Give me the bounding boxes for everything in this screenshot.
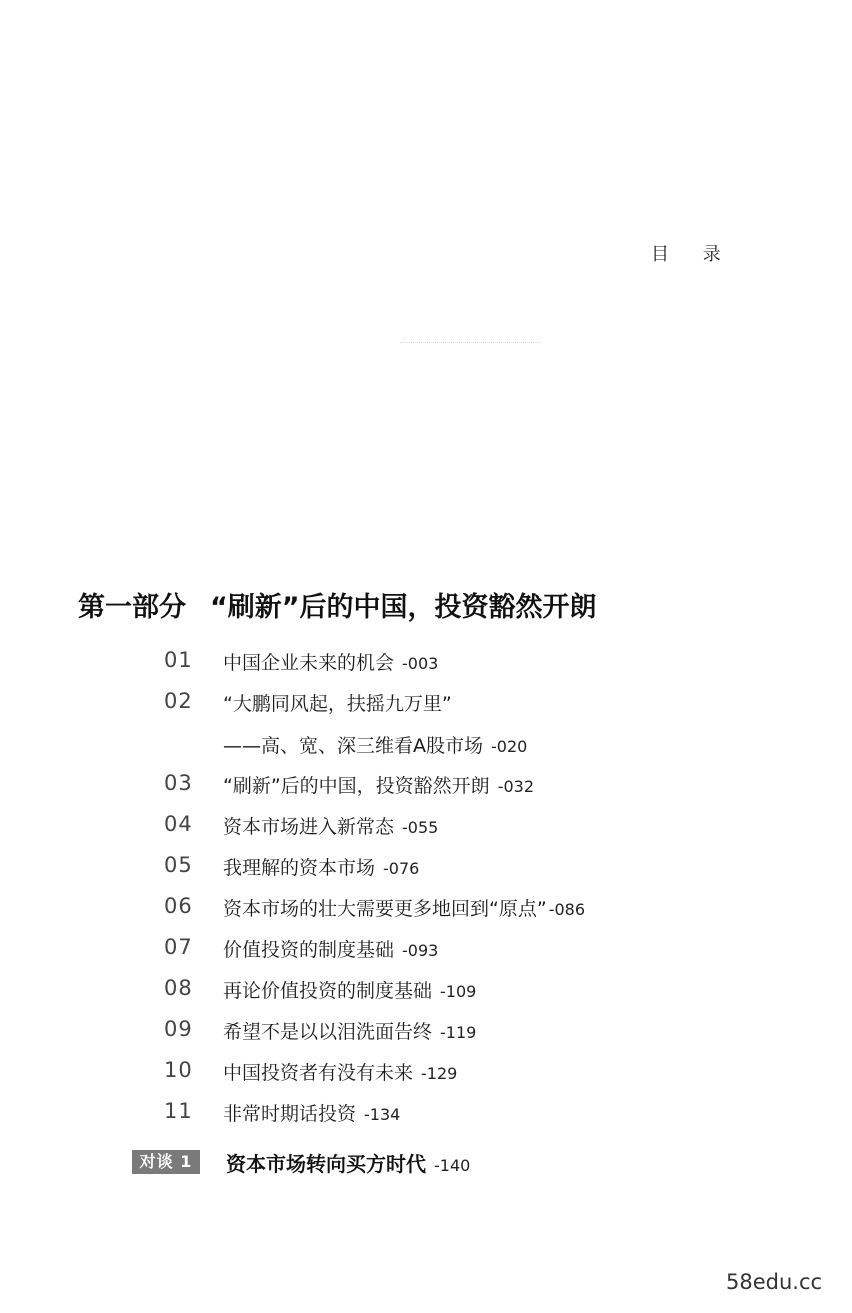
- toc-dialogue-entry[interactable]: [0, 1150, 852, 1180]
- entry-page: -076: [383, 859, 420, 878]
- entry-page: -134: [364, 1105, 401, 1124]
- entry-title: 我理解的资本市场 -076: [223, 857, 420, 879]
- entry-title: “刷新”后的中国，投资豁然开朗 -032: [223, 775, 534, 797]
- entry-title: 非常时期话投资 -134: [223, 1103, 401, 1125]
- entry-number: 06: [164, 894, 193, 918]
- dialogue-page: -140: [434, 1156, 471, 1175]
- part-label: 第一部分: [78, 592, 186, 623]
- entry-page: -003: [402, 654, 439, 673]
- dialogue-badge: 对谈 1: [132, 1150, 200, 1174]
- entry-number: 09: [164, 1017, 193, 1041]
- entry-page: -020: [491, 737, 528, 756]
- part-heading: “刷新”后的中国，投资豁然开朗: [210, 592, 597, 623]
- toc-entry-06[interactable]: [0, 894, 852, 924]
- toc-entry-01[interactable]: [0, 648, 852, 678]
- entry-number: 10: [164, 1058, 193, 1082]
- entry-title: 资本市场的壮大需要更多地回到“原点” -086: [223, 898, 585, 920]
- entry-page: -032: [497, 777, 534, 796]
- entry-title: 资本市场进入新常态 -055: [223, 816, 439, 838]
- entry-title: 中国投资者有没有未来 -129: [223, 1062, 458, 1084]
- entry-subtitle: ——高、宽、深三维看A股市场 -020: [223, 735, 528, 757]
- entry-number: 03: [164, 771, 193, 795]
- entry-number: 07: [164, 935, 193, 959]
- entry-number: 05: [164, 853, 193, 877]
- entry-number: 01: [164, 648, 193, 672]
- entry-page: -086: [548, 900, 585, 919]
- toc-entry-08[interactable]: [0, 976, 852, 1006]
- entry-title: 中国企业未来的机会 -003: [223, 652, 439, 674]
- toc-entry-05[interactable]: [0, 853, 852, 883]
- entry-number: 11: [164, 1099, 193, 1123]
- entry-number: 04: [164, 812, 193, 836]
- part-title: [78, 585, 597, 624]
- toc-entry-04[interactable]: [0, 812, 852, 842]
- entry-page: -119: [440, 1023, 477, 1042]
- dialogue-title: 资本市场转向买方时代 -140: [226, 1152, 471, 1176]
- entry-title: “大鹏同风起，扶摇九万里”: [223, 693, 452, 715]
- faint-scan-mark: [400, 342, 540, 345]
- entry-title: 再论价值投资的制度基础 -109: [223, 980, 477, 1002]
- entry-title: 希望不是以以泪洗面告终 -119: [223, 1021, 477, 1043]
- watermark: 58edu.cc: [726, 1270, 823, 1294]
- entry-title: 价值投资的制度基础 -093: [223, 939, 439, 961]
- entry-page: -109: [440, 982, 477, 1001]
- toc-entry-03[interactable]: [0, 771, 852, 801]
- entry-page: -055: [402, 818, 439, 837]
- toc-entry-07[interactable]: [0, 935, 852, 965]
- entry-number: 08: [164, 976, 193, 1000]
- entry-page: -129: [421, 1064, 458, 1083]
- page-heading: 目 录: [651, 244, 735, 265]
- toc-entry-02-subtitle[interactable]: [0, 731, 852, 761]
- entry-number: 02: [164, 689, 193, 713]
- toc-entry-09[interactable]: [0, 1017, 852, 1047]
- toc-entry-11[interactable]: [0, 1099, 852, 1129]
- entry-page: -093: [402, 941, 439, 960]
- toc-entry-02[interactable]: [0, 689, 852, 719]
- toc-entry-10[interactable]: [0, 1058, 852, 1088]
